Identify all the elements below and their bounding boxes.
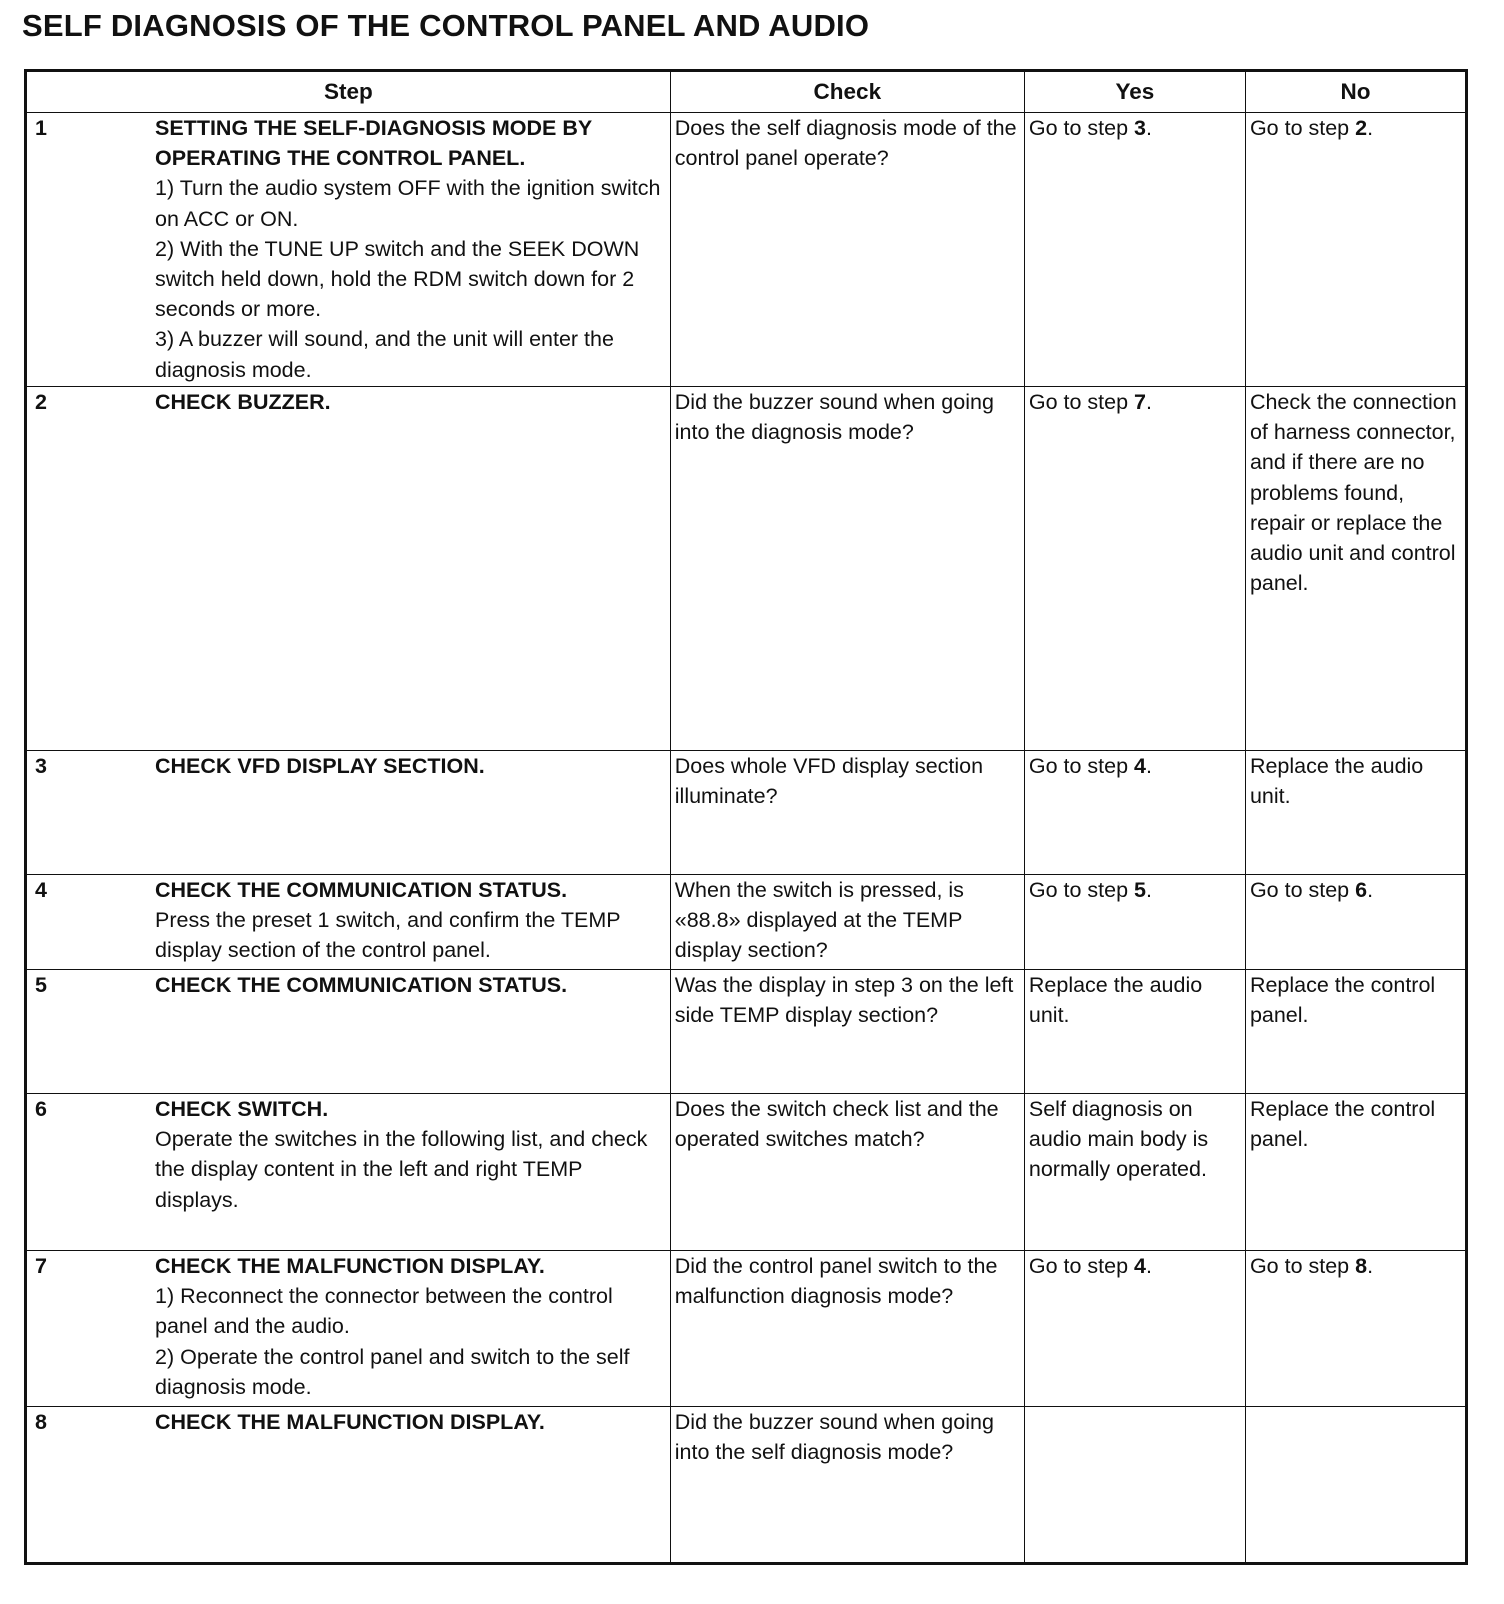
table-row xyxy=(26,875,1467,970)
check-cell: Does whole VFD display section illuminate? xyxy=(670,751,1024,875)
step-title: SETTING THE SELF-DIAGNOSIS MODE BY OPERATING THE CONTROL PANEL. xyxy=(155,116,592,171)
step-instruction: Press the preset 1 switch, and confirm the TEMP display section of the control panel. xyxy=(155,908,621,963)
yes-cell: Go to step 7. xyxy=(1024,387,1245,751)
step-number: 7 xyxy=(35,1254,47,1278)
step-cell xyxy=(26,751,671,875)
table-row xyxy=(26,387,1467,751)
header-step: Step xyxy=(26,71,671,113)
yes-cell xyxy=(1024,1407,1245,1564)
step-number: 1 xyxy=(35,116,47,140)
step-cell xyxy=(26,970,671,1094)
diagnosis-table xyxy=(24,69,1468,1565)
step-cell xyxy=(26,387,671,751)
page-title: SELF DIAGNOSIS OF THE CONTROL PANEL AND AUDIO xyxy=(22,8,870,43)
step-cell xyxy=(26,1407,671,1564)
step-title: CHECK THE COMMUNICATION STATUS. xyxy=(155,878,568,902)
no-step-ref: 6 xyxy=(1355,878,1368,902)
step-instruction: 1) Reconnect the connector between the control panel and the audio. xyxy=(155,1284,613,1339)
yes-step-ref: 4 xyxy=(1134,1254,1147,1278)
step-cell xyxy=(26,875,671,970)
yes-step-ref: 3 xyxy=(1134,116,1147,140)
step-cell xyxy=(26,113,671,387)
step-number: 5 xyxy=(35,973,47,997)
step-number: 3 xyxy=(35,754,47,778)
no-cell: Go to step 8. xyxy=(1245,1251,1466,1407)
yes-step-ref: 7 xyxy=(1134,390,1147,414)
check-cell: Was the display in step 3 on the left side TEMP display section? xyxy=(670,970,1024,1094)
no-cell: Replace the control panel. xyxy=(1245,1094,1466,1251)
table-row xyxy=(26,1094,1467,1251)
yes-step-ref: 4 xyxy=(1134,754,1147,778)
no-cell: Replace the control panel. xyxy=(1245,970,1466,1094)
step-instruction: Operate the switches in the following list, and check the display content in the left and right TEMP displays. xyxy=(155,1127,648,1212)
step-instruction: 2) With the TUNE UP switch and the SEEK DOWN switch held down, hold the RDM switch down for 2 seconds or more. xyxy=(155,236,640,322)
step-instruction: 3) A buzzer will sound, and the unit will enter the diagnosis mode. xyxy=(155,327,614,382)
step-title: CHECK THE MALFUNCTION DISPLAY. xyxy=(155,1410,545,1434)
table-row xyxy=(26,113,1467,387)
no-cell xyxy=(1245,1407,1466,1564)
yes-cell: Self diagnosis on audio main body is normally operated. xyxy=(1024,1094,1245,1251)
no-step-ref: 2 xyxy=(1355,116,1368,140)
step-number: 2 xyxy=(35,390,47,414)
check-cell: Did the buzzer sound when going into the self diagnosis mode? xyxy=(670,1407,1024,1564)
no-cell: Check the connection of harness connector, and if there are no problems found, repair or replace the audio unit and control panel. xyxy=(1245,387,1466,751)
no-cell: Replace the audio unit. xyxy=(1245,751,1466,875)
step-title: CHECK BUZZER. xyxy=(155,390,331,414)
step-number: 4 xyxy=(35,878,47,902)
table-row xyxy=(26,751,1467,875)
step-title: CHECK THE MALFUNCTION DISPLAY. xyxy=(155,1254,545,1278)
table-header-row xyxy=(26,71,1467,113)
no-cell: Go to step 6. xyxy=(1245,875,1466,970)
step-cell xyxy=(26,1251,671,1407)
header-yes: Yes xyxy=(1024,71,1245,113)
check-cell: Did the control panel switch to the malfunction diagnosis mode? xyxy=(670,1251,1024,1407)
step-cell xyxy=(26,1094,671,1251)
yes-step-ref: 5 xyxy=(1134,878,1147,902)
check-cell: When the switch is pressed, is «88.8» displayed at the TEMP display section? xyxy=(670,875,1024,970)
yes-cell: Replace the audio unit. xyxy=(1024,970,1245,1094)
yes-cell: Go to step 3. xyxy=(1024,113,1245,387)
check-cell: Does the switch check list and the operated switches match? xyxy=(670,1094,1024,1251)
step-title: CHECK VFD DISPLAY SECTION. xyxy=(155,754,485,778)
table-row xyxy=(26,1407,1467,1564)
check-cell: Did the buzzer sound when going into the diagnosis mode? xyxy=(670,387,1024,751)
step-instruction: 2) Operate the control panel and switch to the self diagnosis mode. xyxy=(155,1344,630,1399)
yes-cell: Go to step 4. xyxy=(1024,751,1245,875)
yes-cell: Go to step 4. xyxy=(1024,1251,1245,1407)
no-step-ref: 8 xyxy=(1355,1254,1368,1278)
step-number: 8 xyxy=(35,1410,47,1434)
step-instruction: 1) Turn the audio system OFF with the ignition switch on ACC or ON. xyxy=(155,176,661,231)
step-title: CHECK SWITCH. xyxy=(155,1097,329,1121)
step-title: CHECK THE COMMUNICATION STATUS. xyxy=(155,973,568,997)
table-row xyxy=(26,970,1467,1094)
yes-cell: Go to step 5. xyxy=(1024,875,1245,970)
check-cell: Does the self diagnosis mode of the control panel operate? xyxy=(670,113,1024,387)
header-check: Check xyxy=(670,71,1024,113)
no-cell: Go to step 2. xyxy=(1245,113,1466,387)
table-row xyxy=(26,1251,1467,1407)
header-no: No xyxy=(1245,71,1466,113)
step-number: 6 xyxy=(35,1097,47,1121)
